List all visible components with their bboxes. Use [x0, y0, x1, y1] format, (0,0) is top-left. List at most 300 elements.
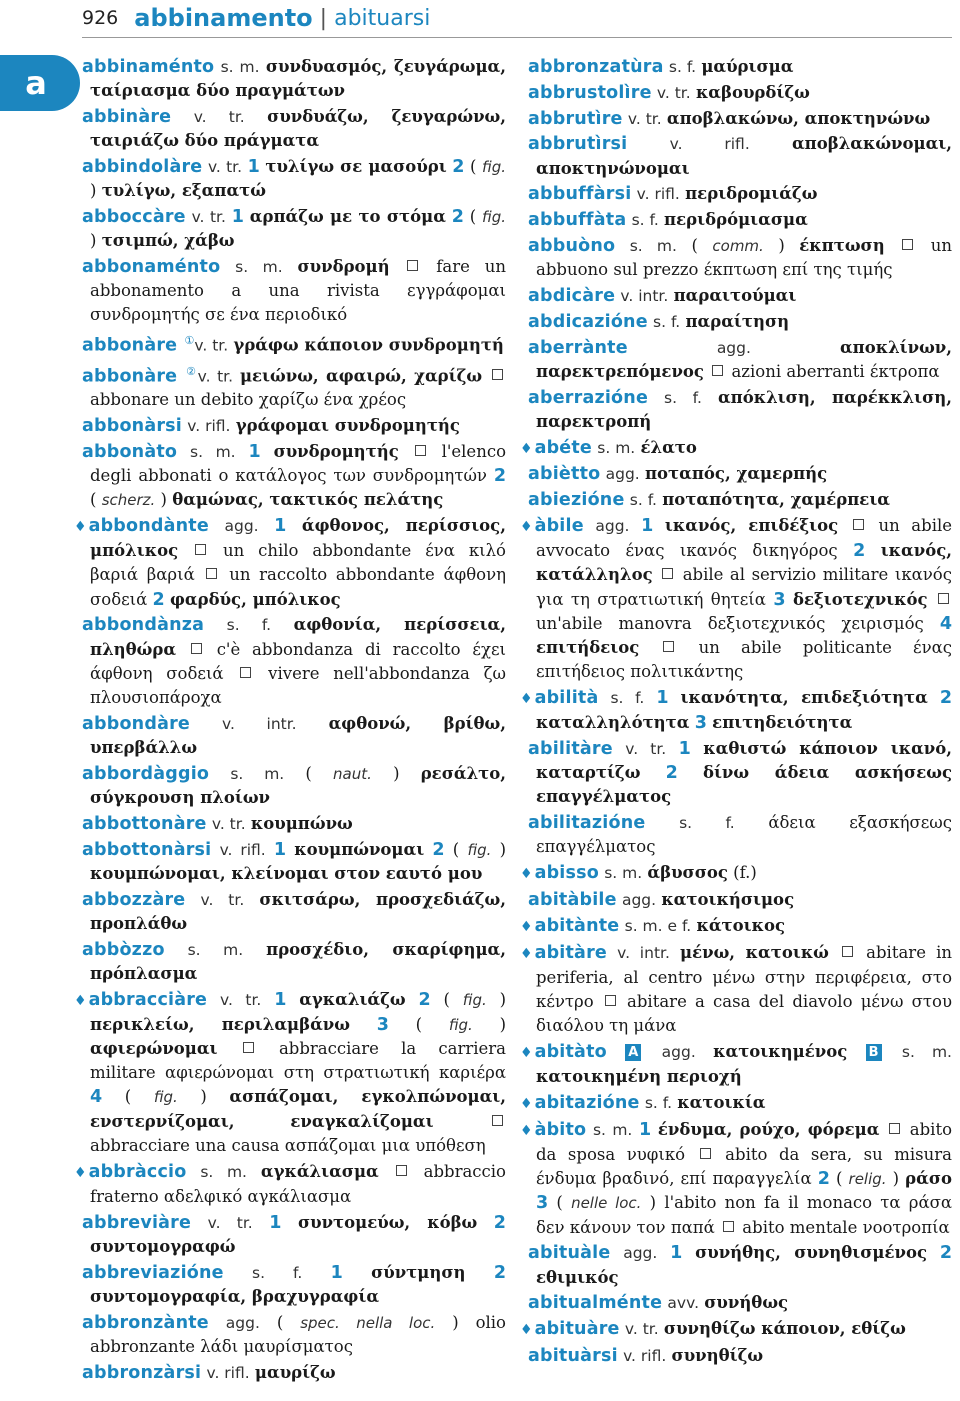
- grammar-label: v. rifl.: [219, 840, 266, 859]
- translation: συνήθης, συνηθισμένος: [695, 1243, 928, 1263]
- example-marker: [195, 544, 206, 555]
- frequency-diamond-icon: ♦: [520, 440, 533, 457]
- dictionary-entry: [82, 205, 506, 253]
- example-text: (: [124, 1087, 132, 1107]
- translation: εθιμικός: [536, 1267, 619, 1287]
- dictionary-entry: [82, 838, 506, 886]
- headword: abiezióne: [528, 490, 625, 511]
- translation: άφθονος, περίσσιος, μπόλικος: [90, 516, 506, 561]
- translation: περιδρόμιασμα: [664, 210, 808, 230]
- translation: κατοικήσιμος: [661, 889, 795, 909]
- dictionary-entry: [520, 436, 952, 461]
- example-text: (: [415, 1014, 423, 1034]
- dictionary-entry: [520, 1118, 953, 1240]
- example-marker: [662, 568, 673, 579]
- translation: κουμπώνομαι: [294, 839, 425, 859]
- headword: aberrànte: [528, 337, 628, 358]
- sense-number: 1: [247, 157, 260, 177]
- dictionary-entry: [82, 55, 506, 103]
- grammar-label: agg.: [605, 465, 640, 484]
- example-text: un abile politicante ένας επιτήδειος πολιτικάντης: [536, 637, 953, 682]
- grammar-label: agg.: [661, 1042, 696, 1061]
- headword: abituàle: [528, 1243, 611, 1264]
- sense-number: 2: [493, 1262, 506, 1283]
- dictionary-entry: [82, 1211, 506, 1259]
- translation: κάτοικος: [696, 915, 786, 935]
- headword: abbràccio: [88, 1161, 187, 1182]
- translation: συντομογραφώ: [90, 1236, 236, 1256]
- example-marker: [492, 369, 503, 380]
- translation: δίνω άδεια ασκήσεως επαγγέλματος: [536, 763, 953, 807]
- frequency-diamond-icon: ♦: [520, 1122, 533, 1139]
- grammar-label: s. m.: [187, 940, 244, 959]
- headword: abilitazióne: [528, 813, 646, 834]
- headword: abbronzàrsi: [82, 1362, 202, 1383]
- usage-label: nelle loc.: [571, 1194, 642, 1213]
- translation: έκπτωση: [799, 235, 885, 255]
- dictionary-entry: [528, 107, 952, 131]
- header-rule: [82, 37, 952, 38]
- frequency-diamond-icon: ♦: [520, 1044, 533, 1061]
- grammar-label: s. f.: [226, 616, 272, 635]
- dictionary-entry: [520, 1091, 952, 1116]
- translation: τυλίγω, εξαπατώ: [101, 181, 266, 201]
- translation: ποταπότητα, χαμέρπεια: [662, 490, 891, 510]
- grammar-label: s. f.: [610, 688, 645, 707]
- headword: abéte: [534, 437, 593, 458]
- sense-number: 2: [493, 1212, 506, 1233]
- translation: παραίτηση: [685, 311, 790, 331]
- example-text: abbonare un debito χαρίζω ένα χρέος: [90, 390, 407, 410]
- dictionary-entry: [520, 1317, 952, 1342]
- section-letter: A: [625, 1044, 641, 1061]
- example-text: abito mentale νοοτροπία: [742, 1217, 950, 1237]
- headword: abbondànte: [88, 516, 209, 536]
- example-text: azioni aberranti έκτροπα: [731, 361, 940, 381]
- example-text: ): [499, 989, 507, 1009]
- example-text: (: [305, 763, 312, 783]
- headword: abisso: [534, 863, 599, 884]
- grammar-label: v. tr.: [627, 109, 662, 128]
- example-text: fare un abbonamento a una rivista εγγράφομαι συνδρομητής σε ένα περιοδικό: [90, 257, 506, 325]
- example-text: (: [556, 1193, 563, 1213]
- sense-number: 1: [330, 1262, 343, 1283]
- grammar-label: s. f.: [252, 1263, 303, 1282]
- headword: aberrazióne: [528, 387, 649, 408]
- example-marker: [889, 1123, 900, 1134]
- headword: abbrutìrsi: [528, 134, 628, 155]
- dictionary-entry: [82, 155, 506, 203]
- sense-number: 4: [939, 613, 952, 634]
- example-text: άδεια εξασκήσεως επαγγέλματος: [536, 813, 952, 857]
- dictionary-entry: [528, 284, 952, 308]
- frequency-diamond-icon: ♦: [520, 866, 533, 883]
- translation: συνδρομητής: [273, 441, 399, 461]
- dictionary-entry: [528, 310, 952, 334]
- grammar-label: s. f.: [664, 388, 702, 407]
- translation: αφθονία, περίσσεια, πληθώρα: [90, 615, 506, 659]
- example-marker: [191, 643, 202, 654]
- dictionary-entry: [74, 1160, 506, 1209]
- headword: abbronzatùra: [528, 57, 664, 77]
- translation: ικανός, επιδέξιος: [664, 515, 839, 535]
- dictionary-entry: [528, 132, 952, 180]
- translation: περικλείω, περιλαμβάνω: [90, 1014, 350, 1034]
- dictionary-entry: [82, 1311, 506, 1359]
- dictionary-entry: [528, 462, 952, 486]
- sense-number: 2: [853, 541, 866, 562]
- usage-label: fig.: [462, 990, 487, 1009]
- grammar-label: v. tr.: [193, 108, 245, 126]
- dictionary-entry: [528, 234, 952, 282]
- headword: abbindolàre: [82, 157, 203, 177]
- headword: abitazióne: [534, 1092, 640, 1113]
- translation: συνήθως: [704, 1293, 789, 1313]
- dictionary-entry: [528, 182, 952, 206]
- example-marker: [492, 1115, 503, 1126]
- grammar-label: agg.: [225, 1313, 260, 1332]
- dictionary-entry: [82, 712, 506, 760]
- sense-number: 2: [665, 763, 678, 784]
- translation: φαρδύς, μπόλικος: [169, 589, 341, 609]
- example-text: ): [499, 839, 507, 859]
- dictionary-entry: [82, 613, 506, 710]
- headword: abbuòno: [528, 235, 616, 256]
- headword: abbonàre: [82, 335, 178, 356]
- usage-label: fig.: [448, 1015, 473, 1034]
- example-text: (: [470, 157, 477, 176]
- example-text: un abile avvocato ένας ικανός δικηγόρος: [536, 515, 953, 561]
- translation: μένω, κατοικώ: [680, 942, 829, 962]
- usage-label: fig.: [153, 1088, 178, 1107]
- sense-number: 2: [418, 989, 431, 1010]
- example-marker: [396, 1165, 407, 1176]
- grammar-label: s. m.: [901, 1042, 952, 1061]
- translation: αποβλακώνω, αποκτηνώνω: [666, 108, 931, 128]
- frequency-diamond-icon: ♦: [520, 1322, 533, 1339]
- usage-label: relig.: [848, 1170, 887, 1189]
- sense-number: 2: [939, 687, 953, 708]
- grammar-label: s. f.: [631, 211, 659, 230]
- sense-number: 1: [269, 1212, 282, 1233]
- sense-number: 2: [432, 839, 445, 860]
- example-text: (: [276, 1312, 284, 1332]
- translation: τσιμπώ, χάβω: [101, 231, 235, 251]
- right-column: [520, 55, 953, 1395]
- headword: abbinaménto: [82, 57, 215, 77]
- example-text: ): [90, 181, 97, 201]
- grammar-label: v. rifl.: [669, 135, 750, 154]
- grammar-label: s. f.: [679, 814, 735, 833]
- dictionary-entry: [74, 988, 507, 1158]
- headword: abbordàggio: [82, 763, 210, 784]
- translation: αφθονώ, βρίθω, υπερβάλλω: [90, 713, 506, 758]
- example-text: olio abbronzante λάδι μαυρίσματος: [90, 1312, 506, 1356]
- grammar-label: v. rifl.: [206, 1363, 250, 1382]
- translation: περιδρομιάζω: [685, 184, 818, 204]
- left-column: [74, 55, 507, 1395]
- headword: abbreviàre: [82, 1212, 192, 1233]
- usage-label: scherz.: [101, 491, 156, 510]
- translation: μαυρίζω: [254, 1362, 336, 1382]
- grammar-label: v. intr.: [617, 943, 670, 962]
- dictionary-entry: [74, 514, 507, 612]
- sense-number: 1: [231, 207, 244, 227]
- dictionary-entry: [82, 414, 506, 438]
- usage-label: fig.: [467, 840, 492, 859]
- grammar-label: s. m.: [597, 438, 636, 457]
- translation: γράφω κάποιον συνδρομητή: [233, 335, 504, 355]
- translation: συνδυάζω, ζευγαρώνω, ταιριάζω δύο πράγματα: [90, 107, 507, 151]
- translation: συντομεύω, κόβω: [297, 1212, 478, 1232]
- headword: abdicazióne: [528, 311, 648, 332]
- dictionary-entry: [528, 386, 952, 434]
- translation: έλατο: [640, 437, 697, 457]
- translation: ένδυμα, ρούχο, φόρεμα: [657, 1119, 880, 1139]
- header-separator: |: [319, 5, 328, 31]
- headword: abbrutìre: [528, 108, 623, 129]
- example-text: vivere nell'abbondanza ζω πλουσιοπάροχα: [90, 663, 507, 708]
- example-marker: [415, 445, 426, 456]
- usage-label: spec. nella loc.: [300, 1313, 436, 1332]
- dictionary-entry: [528, 81, 952, 105]
- translation: ικανότητα, επιδεξιότητα: [680, 687, 928, 707]
- grammar-label: v. tr.: [625, 739, 667, 758]
- frequency-diamond-icon: ♦: [520, 918, 533, 935]
- grammar-label: v. tr.: [656, 83, 691, 102]
- example-marker: [842, 946, 853, 957]
- dictionary-entry: [82, 360, 506, 413]
- dictionary-entry: [520, 1040, 952, 1089]
- dictionary-entry: [82, 1261, 506, 1309]
- headword: abilità: [534, 687, 599, 708]
- dictionary-entry: [82, 762, 506, 810]
- dictionary-entry: [528, 1291, 952, 1315]
- grammar-label: v. intr.: [221, 714, 297, 733]
- headword: abitàto: [534, 1041, 607, 1062]
- dictionary-entry: [528, 888, 952, 912]
- translation: τυλίγω σε μασούρι: [265, 157, 447, 176]
- headword: abdicàre: [528, 285, 616, 306]
- example-marker: [605, 995, 616, 1006]
- grammar-label: s. f.: [644, 1093, 673, 1112]
- example-text: ): [90, 231, 97, 251]
- grammar-label: s. m.: [200, 1162, 247, 1181]
- sense-number: 1: [670, 1243, 683, 1264]
- dictionary-entry: [520, 686, 953, 735]
- headword: abbottonàrsi: [82, 839, 212, 860]
- headword: abbronzànte: [82, 1312, 209, 1333]
- headword: abbòzzo: [82, 939, 165, 960]
- example-marker: [700, 1148, 711, 1159]
- example-text: (: [836, 1169, 843, 1189]
- dictionary-entry: [82, 938, 506, 986]
- headword: abituàrsi: [528, 1345, 618, 1366]
- headword: abilitàre: [528, 738, 613, 759]
- grammar-label: s. f.: [629, 491, 657, 510]
- dictionary-entry: [82, 888, 506, 936]
- headword: àbito: [534, 1119, 587, 1140]
- headword: abitàbile: [528, 889, 617, 910]
- dictionary-entry: [528, 488, 952, 512]
- example-marker: [712, 365, 723, 376]
- headword: abboccàre: [82, 207, 186, 227]
- frequency-diamond-icon: ♦: [520, 518, 533, 535]
- usage-label: fig.: [482, 158, 507, 176]
- sense-number: 1: [274, 516, 287, 536]
- page-number: 926: [82, 7, 119, 29]
- headword: abbonàre: [82, 366, 178, 386]
- sense-number: 4: [90, 1087, 103, 1108]
- headword: abbonàto: [82, 441, 178, 462]
- dictionary-entry: [82, 329, 506, 358]
- translation: συνδυασμός, ζευγάρωμα, ταίριασμα δύο πραγμάτων: [90, 57, 506, 101]
- grammar-label: agg.: [621, 890, 657, 909]
- sense-number: 3: [694, 713, 707, 734]
- example-text: un raccolto abbondante άφθονη σοδειά: [90, 565, 507, 609]
- example-text: abbraccio fraterno αδελφικό αγκάλιασμα: [90, 1161, 506, 1206]
- frequency-diamond-icon: ♦: [74, 992, 87, 1009]
- example-text: (: [90, 490, 97, 510]
- example-text: c'è abbondanza di raccolto έχει άφθονη σοδειά: [90, 639, 506, 683]
- translation: καθιστώ κάποιον ικανό, καταρτίζω: [536, 738, 953, 783]
- dictionary-entry: [528, 336, 952, 384]
- dictionary-entry: [528, 811, 952, 859]
- example-text: abbracciare una causa ασπάζομαι μια υπόθεση: [90, 1135, 486, 1155]
- frequency-diamond-icon: ♦: [520, 1095, 533, 1112]
- example-text: ): [200, 1087, 207, 1107]
- translation: γράφομαι συνδρομητής: [235, 416, 460, 435]
- sense-number: 1: [678, 738, 691, 759]
- translation: μαύρισμα: [701, 57, 794, 76]
- grammar-label: v. tr.: [200, 890, 245, 909]
- translation: συνηθίζω κάποιον, εθίζω: [663, 1319, 906, 1339]
- grammar-label: agg.: [716, 338, 751, 357]
- homonym-marker: ①: [184, 334, 195, 348]
- headword: abbondànza: [82, 615, 205, 636]
- dictionary-entry: [528, 1344, 952, 1368]
- translation: θαμώνας, τακτικός πελάτης: [172, 490, 444, 510]
- translation: συντομογραφία, βραχυγραφία: [90, 1286, 380, 1306]
- dictionary-entry: [528, 737, 952, 810]
- grammar-label: v. tr.: [207, 158, 243, 176]
- letter-tab: a: [0, 55, 80, 111]
- example-text: l'elenco degli abbonati ο κατάλογος των συνδρομητών: [90, 441, 506, 485]
- sense-number: 2: [452, 157, 465, 177]
- example-marker: [407, 260, 418, 271]
- grammar-label: s. m.: [230, 764, 285, 783]
- example-text: abbracciare la carriera militare αφιερώνομαι στη στρατιωτική καριέρα: [90, 1039, 507, 1083]
- translation: κατοικημένη περιοχή: [536, 1067, 742, 1087]
- example-marker: [938, 593, 949, 604]
- header-first-word: abbinamento: [134, 4, 313, 32]
- page-header: [82, 0, 952, 36]
- translation: σκιτσάρω, προσχεδιάζω, προπλάθω: [90, 889, 507, 933]
- dictionary-entry: [520, 514, 953, 684]
- dictionary-entry: [520, 861, 952, 886]
- example-marker: [240, 667, 251, 678]
- usage-label: fig.: [482, 208, 507, 226]
- example-text: ): [499, 1014, 506, 1034]
- usage-label: comm.: [712, 236, 764, 255]
- sense-number: 1: [274, 989, 287, 1010]
- translation: κατοικία: [677, 1092, 766, 1112]
- example-text: abito da sera, su misura ένδυμα βραδινό, επί παραγγελία: [536, 1144, 952, 1189]
- translation: καταλληλότητα: [536, 713, 690, 733]
- grammar-label: v. tr.: [219, 990, 262, 1009]
- headword: abbozzàre: [82, 889, 186, 910]
- translation: αρπάζω με το στόμα: [249, 207, 446, 226]
- translation: συνηθίζω: [671, 1345, 764, 1365]
- translation: κουμπώνομαι, κλείνομαι στον εαυτό μου: [90, 863, 483, 883]
- translation: απόκλιση, παρέκκλιση, παρεκτροπή: [536, 387, 953, 431]
- translation: μειώνω, αφαιρώ, χαρίζω: [239, 366, 483, 385]
- translation: ράσο: [905, 1169, 952, 1189]
- translation: ρεσάλτο, σύγκρουση πλοίων: [90, 763, 506, 808]
- sense-number: 2: [152, 589, 165, 610]
- translation: αγκάλιασμα: [260, 1161, 379, 1181]
- headword: abbonaménto: [82, 257, 221, 277]
- example-text: ): [160, 490, 167, 510]
- dictionary-entry: [82, 255, 506, 328]
- frequency-diamond-icon: ♦: [520, 945, 533, 962]
- translation: αγκαλιάζω: [299, 989, 406, 1009]
- grammar-label: v. tr.: [197, 367, 234, 385]
- grammar-label: s. m.: [235, 258, 283, 276]
- grammar-label: v. tr.: [624, 1320, 659, 1339]
- example-text: ): [393, 763, 400, 783]
- example-text: ): [649, 1193, 657, 1213]
- grammar-label: v. rifl.: [623, 1346, 667, 1365]
- example-text: abitare in periferia, al centro μένω στην περιφέρεια, στο κέντρο: [536, 942, 952, 1011]
- example-text: abito da sposa νυφικό: [536, 1119, 953, 1164]
- example-text: l'abito non fa il monaco τα ράσα δεν κάνουν τον παπά: [536, 1193, 953, 1237]
- headword: abbuffàrsi: [528, 184, 632, 205]
- grammar-label: s. m.: [220, 58, 260, 76]
- headword: abiètto: [528, 464, 601, 485]
- translation: κατοικημένος: [713, 1041, 848, 1061]
- headword: abbinàre: [82, 107, 172, 127]
- translation: επιτήδειος: [536, 637, 640, 657]
- dictionary-entry: [528, 1241, 952, 1289]
- headword: abbuffàta: [528, 210, 627, 231]
- grammar-label: s. f.: [653, 312, 681, 331]
- frequency-diamond-icon: ♦: [74, 1164, 87, 1181]
- grammar-label: agg.: [595, 516, 630, 535]
- translation: σύντμηση: [371, 1262, 466, 1282]
- example-marker: [853, 519, 864, 530]
- grammar-label: v. rifl.: [636, 185, 680, 204]
- sense-number: 1: [639, 1119, 652, 1140]
- dictionary-entry: [82, 812, 506, 836]
- sense-number: 1: [656, 687, 669, 708]
- translation: παραιτούμαι: [673, 285, 797, 305]
- example-text: un'abile manovra δεξιοτεχνικός χειρισμός: [536, 613, 924, 633]
- usage-label: naut.: [333, 764, 372, 783]
- example-marker: [902, 239, 913, 250]
- example-text: (: [443, 989, 450, 1009]
- sense-number: 2: [817, 1169, 830, 1190]
- example-text: abitare a casa del diavolo μένω στου διαόλου τη μάνα: [536, 991, 952, 1036]
- section-letter: B: [866, 1044, 882, 1061]
- example-text: (: [452, 839, 460, 859]
- example-text: ): [892, 1169, 900, 1189]
- example-text: un chilo abbondante ένα κιλό βαριά βαριά: [90, 541, 506, 585]
- translation: καβουρδίζω: [695, 82, 810, 102]
- homonym-marker: ②: [186, 364, 198, 378]
- translation: συνδρομή: [297, 257, 390, 276]
- header-last-word: abituarsi: [334, 5, 431, 31]
